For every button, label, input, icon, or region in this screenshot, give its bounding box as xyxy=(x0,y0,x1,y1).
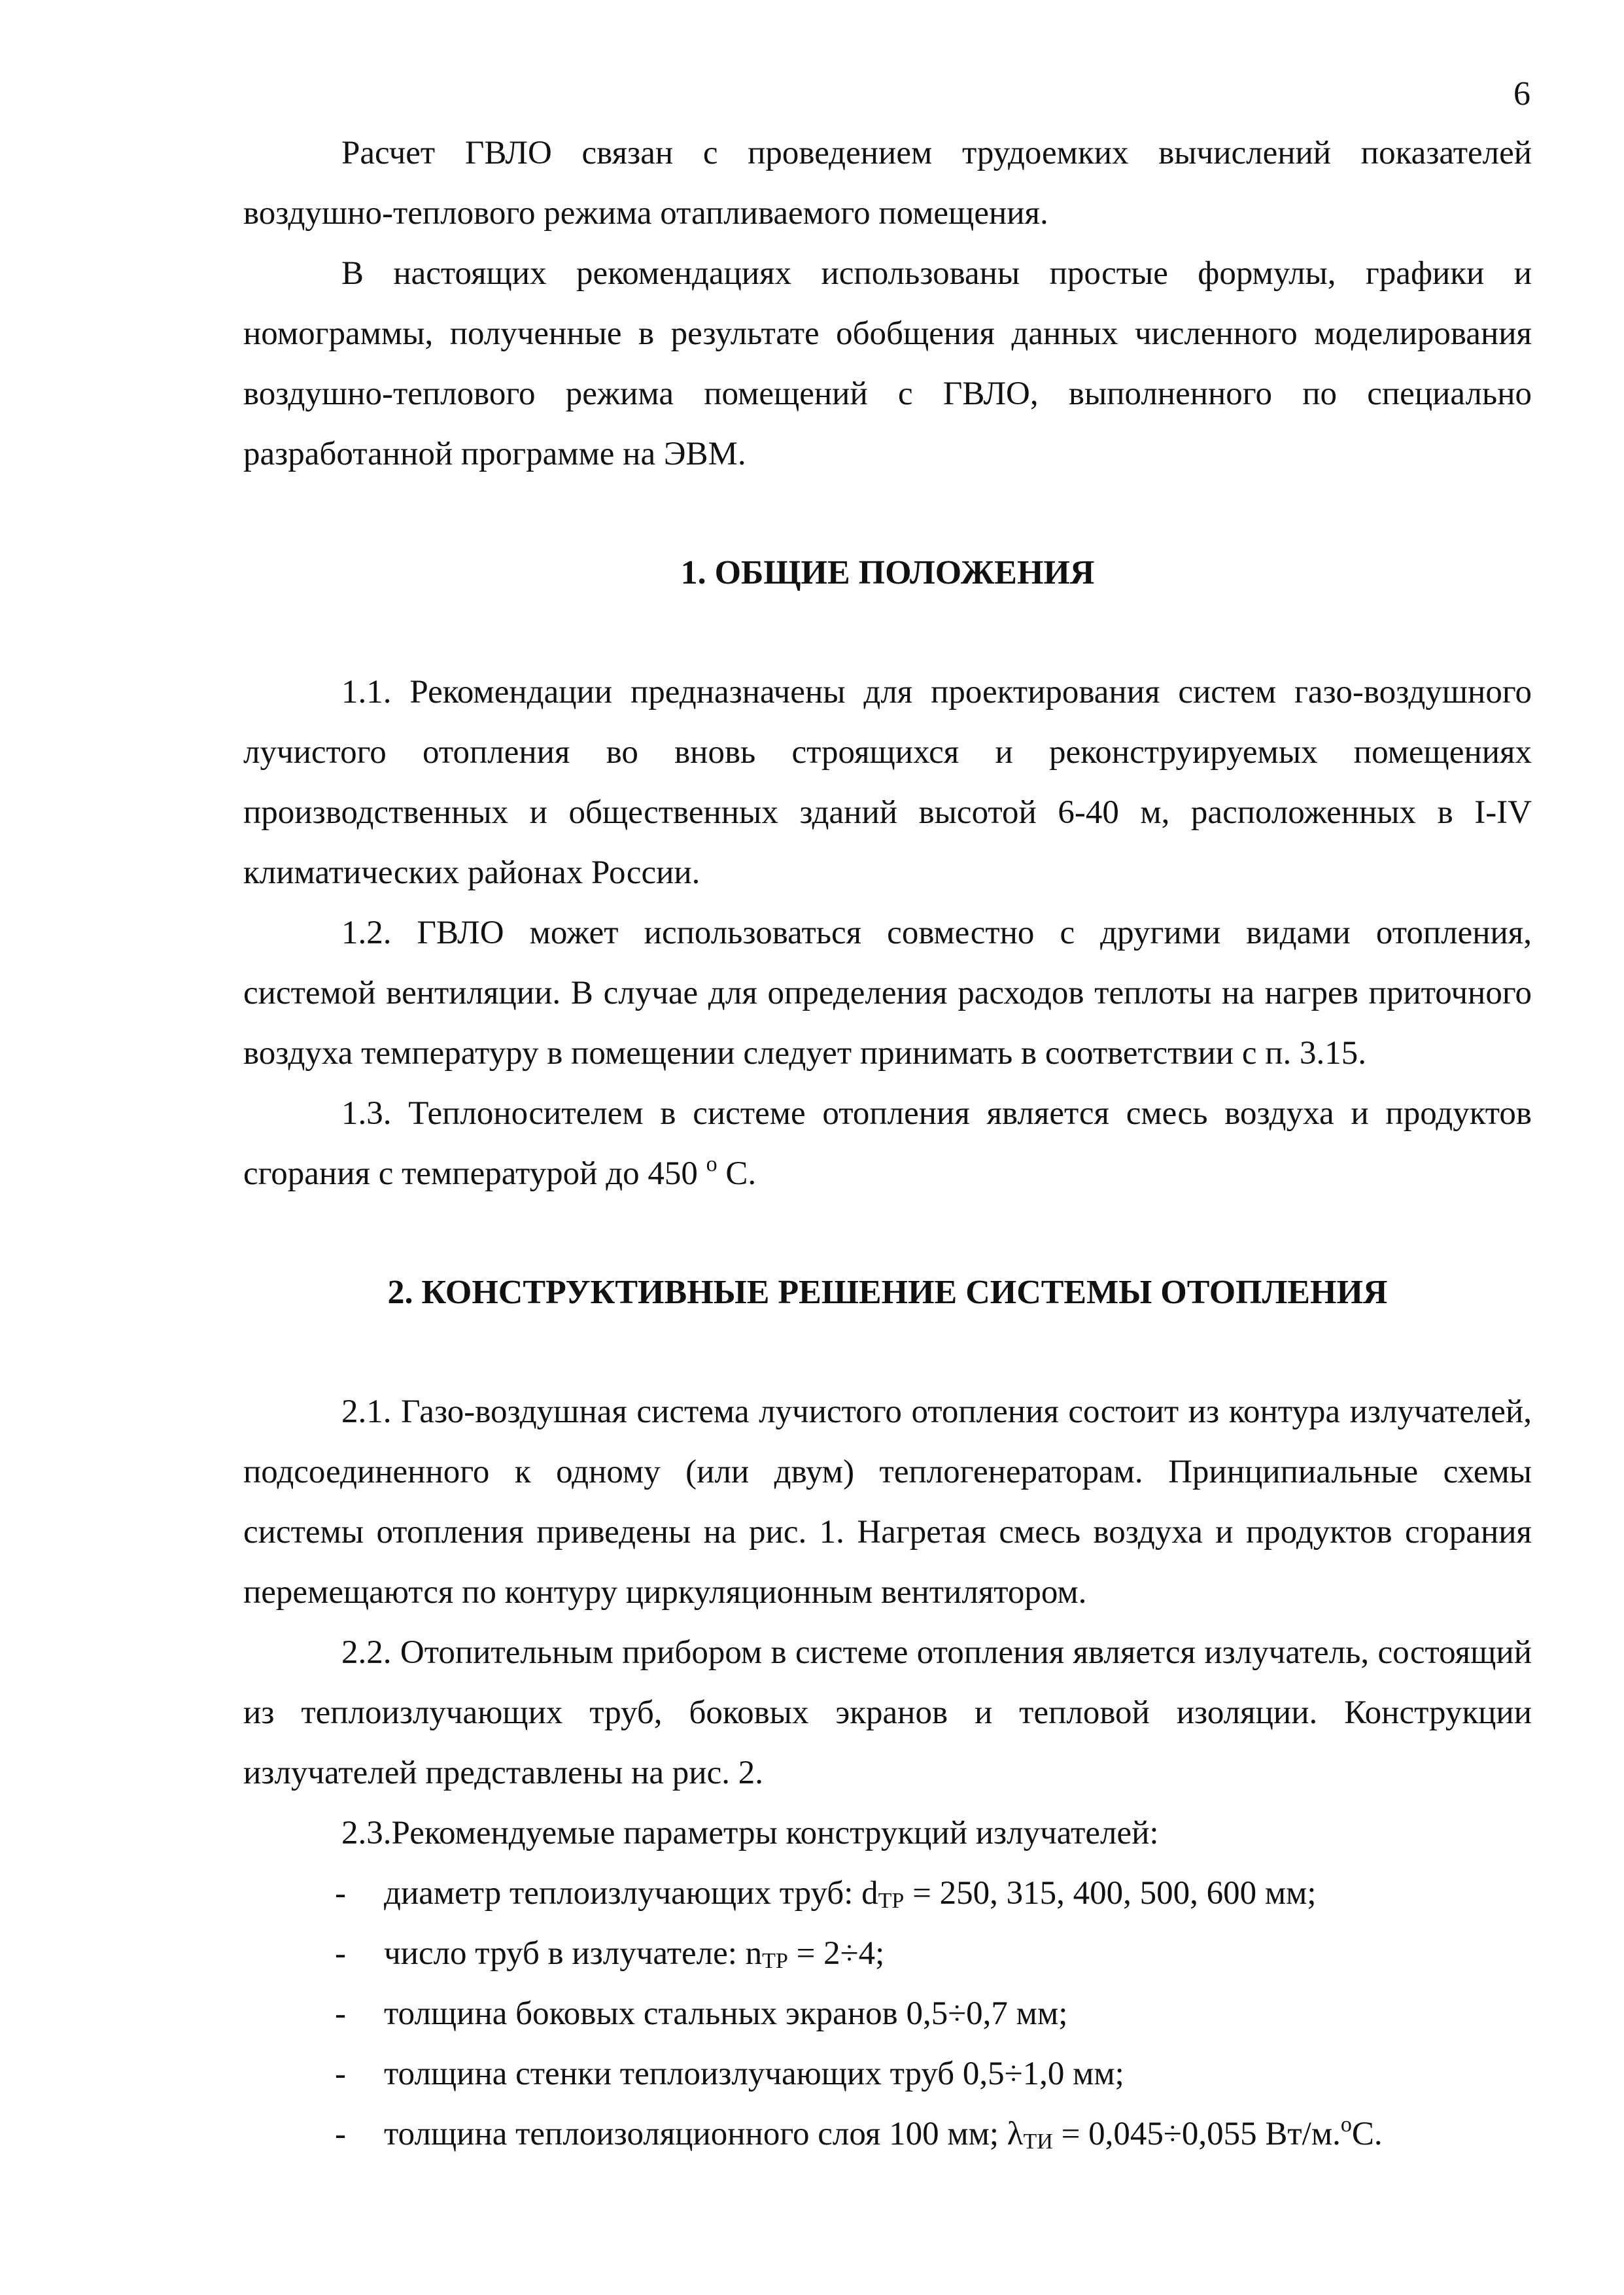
subscript: ТИ xyxy=(1023,2129,1053,2154)
paragraph-text: 1.3. Теплоносителем в системе отопления является смесь воздуха и продуктов сгорания с температурой до 450 xyxy=(243,1095,1532,1192)
list-item-text: диаметр теплоизлучающих труб: d xyxy=(384,1875,878,1912)
spacer xyxy=(243,1323,1532,1382)
spacer xyxy=(243,484,1532,543)
list-item-text: толщина стенки теплоизлучающих труб 0,5÷1,0 мм; xyxy=(384,2056,1124,2092)
section-2-paragraph-3: 2.3.Рекомендуемые параметры конструкций излучателей: xyxy=(341,1815,1159,1851)
list-item xyxy=(243,1923,1532,1984)
subscript: ТР xyxy=(762,1949,788,1973)
degree-sign: о xyxy=(1340,2112,1352,2137)
page-number: 6 xyxy=(1513,75,1530,113)
intro-paragraph-1: Расчет ГВЛО связан с проведением трудоемких вычислений показателей воздушно-теплового режима отапливаемого помещения. xyxy=(243,135,1532,232)
parameters-list xyxy=(243,1863,1532,2164)
list-item-text: толщина боковых стальных экранов 0,5÷0,7 мм; xyxy=(384,1995,1068,2032)
page-content xyxy=(243,123,1532,2164)
list-item-text: толщина теплоизоляционного слоя 100 мм; λ xyxy=(384,2116,1024,2152)
spacer xyxy=(243,1204,1532,1263)
list-item-text: = 2÷4; xyxy=(787,1935,885,1972)
list-dash: - xyxy=(335,2056,346,2092)
list-dash: - xyxy=(335,1995,346,2032)
section-2-paragraph-1: 2.1. Газо-воздушная система лучистого отопления состоит из контура излучателей, подсоединенного к одному (или двум) теплогенераторам. Принципиальные схемы системы отопления приведены на рис. 1. Нагретая смесь воздуха и продуктов сгорания перемещаются по контуру циркуляционным вентилятором. xyxy=(243,1393,1532,1611)
spacer xyxy=(243,603,1532,662)
list-item xyxy=(243,1984,1532,2044)
list-item xyxy=(243,1863,1532,1923)
subscript: ТР xyxy=(878,1889,905,1913)
degree-sign: о xyxy=(706,1152,717,1176)
list-item-text: = 0,045÷0,055 Вт/м. xyxy=(1052,2116,1341,2152)
intro-paragraph-2: В настоящих рекомендациях использованы простые формулы, графики и номограммы, полученные в результате обобщения данных численного моделирования воздушно-теплового режима помещений с ГВЛО, выполненного по специально разработанной программе на ЭВМ. xyxy=(243,255,1532,472)
section-1-paragraph-2: 1.2. ГВЛО может использоваться совместно с другими видами отопления, системой вентиляции. В случае для определения расходов теплоты на нагрев приточного воздуха температуру в помещении следует принимать в соответствии с п. 3.15. xyxy=(243,915,1532,1072)
section-1-paragraph-1: 1.1. Рекомендации предназначены для проектирования систем газо-воздушного лучистого отопления во вновь строящихся и реконструируемых помещениях производственных и общественных зданий высотой 6-40 м, расположенных в I-IV климатических районах России. xyxy=(243,674,1532,891)
section-1-heading: 1. ОБЩИЕ ПОЛОЖЕНИЯ xyxy=(680,554,1095,591)
section-2-heading: 2. КОНСТРУКТИВНЫЕ РЕШЕНИЕ СИСТЕМЫ ОТОПЛЕНИЯ xyxy=(387,1274,1388,1311)
section-2-paragraph-2: 2.2. Отопительным прибором в системе отопления является излучатель, состоящий из теплоизлучающих труб, боковых экранов и тепловой изоляции. Конструкции излучателей представлены на рис. 2. xyxy=(243,1634,1532,1791)
paragraph-text-end: С. xyxy=(717,1155,757,1192)
list-item xyxy=(243,2104,1532,2164)
list-dash: - xyxy=(335,1935,346,1972)
list-item-text: С. xyxy=(1351,2116,1383,2152)
list-item-text: число труб в излучателе: n xyxy=(384,1935,763,1972)
list-dash: - xyxy=(335,2116,346,2152)
list-item-text: = 250, 315, 400, 500, 600 мм; xyxy=(904,1875,1317,1912)
list-item xyxy=(243,2044,1532,2104)
section-1-paragraph-3 xyxy=(243,1083,1532,1204)
list-dash: - xyxy=(335,1875,346,1912)
